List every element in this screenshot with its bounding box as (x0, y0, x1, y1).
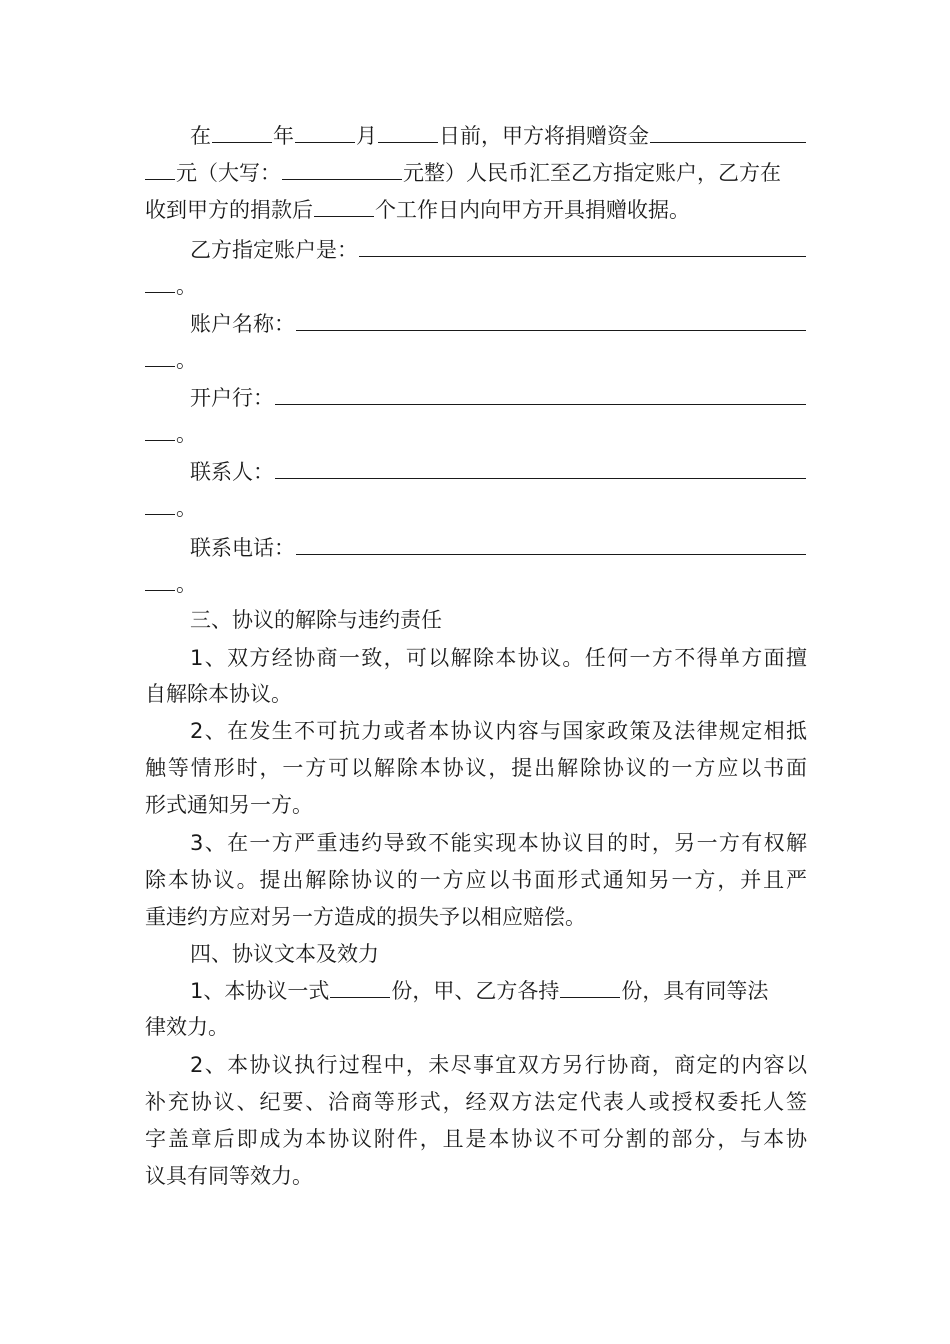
period: 。 (176, 422, 197, 446)
blank-cont (145, 568, 175, 591)
blank-designated-account (359, 234, 806, 257)
blank-phone (296, 532, 806, 555)
blank-contact (275, 456, 806, 479)
contact-tail (145, 492, 807, 522)
bank-tail (145, 418, 807, 448)
blank-account-name (296, 308, 806, 331)
section4-item2-line3 (145, 1124, 807, 1154)
section3-heading: 三、协议的解除与违约责任 (190, 608, 442, 632)
blank-bank (275, 382, 806, 405)
period: 。 (176, 496, 197, 520)
phone-tail (145, 568, 807, 598)
text: 年 (273, 124, 294, 148)
blank-day (378, 120, 438, 143)
period: 。 (176, 348, 197, 372)
blank-cont (145, 344, 175, 367)
blank-year (212, 120, 272, 143)
account-name-tail (145, 344, 807, 374)
text: 日前，甲方将捐赠资金 (439, 124, 649, 148)
donation-schedule-line-2 (145, 157, 807, 187)
section3-item2-line3: 形式通知另一方。 (145, 793, 313, 817)
phone-line (190, 532, 807, 562)
bank-label: 开户行： (190, 386, 274, 410)
contact-line (190, 456, 807, 486)
text: 字盖章后即成为本协议附件，且是本协议不可分割的部分，与本协 (145, 1127, 807, 1151)
designated-account-tail (145, 270, 807, 300)
section4-heading: 四、协议文本及效力 (190, 942, 379, 966)
account-name-line (190, 308, 807, 338)
contact-label: 联系人： (190, 460, 274, 484)
section4-item2-line2 (145, 1087, 807, 1117)
text: 月 (356, 124, 377, 148)
text: 2、在发生不可抗力或者本协议内容与国家政策及法律规定相抵 (190, 719, 807, 743)
text: 在 (190, 124, 211, 148)
section3-item2-line1 (190, 716, 807, 746)
blank-cont (145, 492, 175, 515)
blank-month (295, 120, 355, 143)
text: 收到甲方的捐款后 (145, 198, 313, 222)
blank-amount (650, 120, 806, 143)
text: 1、双方经协商一致，可以解除本协议。任何一方不得单方面擅 (190, 646, 807, 670)
period: 。 (176, 572, 197, 596)
account-name-label: 账户名称： (190, 312, 295, 336)
section3-item3-line3: 重违约方应对另一方造成的损失予以相应赔偿。 (145, 905, 586, 929)
text: 元整）人民币汇至乙方指定账户，乙方在 (403, 161, 781, 185)
phone-label: 联系电话： (190, 536, 295, 560)
blank-workdays (314, 194, 374, 217)
blank-amount-words (282, 157, 402, 180)
text: 触等情形时，一方可以解除本协议，提出解除协议的一方应以书面 (145, 756, 807, 780)
donation-schedule-line-1 (190, 120, 807, 150)
section3-item3-line1 (190, 828, 807, 858)
blank-cont (145, 270, 175, 293)
section3-item2-line2 (145, 753, 807, 783)
bank-line (190, 382, 807, 412)
blank-amount-cont (145, 157, 175, 180)
blank-cont (145, 418, 175, 441)
text: 补充协议、纪要、洽商等形式，经双方法定代表人或授权委托人签 (145, 1090, 807, 1114)
section3-item1-line2: 自解除本协议。 (145, 682, 292, 706)
section3-item1-line1 (190, 643, 807, 673)
section4-item2-line4: 议具有同等效力。 (145, 1164, 313, 1188)
section4-item1-line2: 律效力。 (145, 1015, 229, 1039)
text: 个工作日内向甲方开具捐赠收据。 (375, 198, 690, 222)
designated-account-label: 乙方指定账户是： (190, 238, 358, 262)
period: 。 (176, 274, 197, 298)
text: 份，甲、乙方各持 (391, 979, 560, 1003)
text: 1、本协议一式 (190, 979, 330, 1003)
text: 份，具有同等法 (621, 979, 769, 1003)
designated-account-line (190, 234, 807, 264)
section3-item3-line2 (145, 865, 807, 895)
text: 除本协议。提出解除协议的一方应以书面形式通知另一方，并且严 (145, 868, 807, 892)
text: 2、本协议执行过程中，未尽事宜双方另行协商，商定的内容以 (190, 1053, 807, 1077)
blank-copies-total (330, 975, 390, 998)
text: 元（大写： (176, 161, 281, 185)
section4-item1-line1 (190, 975, 807, 1005)
section4-item2-line1 (190, 1050, 807, 1080)
donation-schedule-line-3 (145, 194, 807, 224)
blank-copies-each (560, 975, 620, 998)
text: 3、在一方严重违约导致不能实现本协议目的时，另一方有权解 (190, 831, 807, 855)
